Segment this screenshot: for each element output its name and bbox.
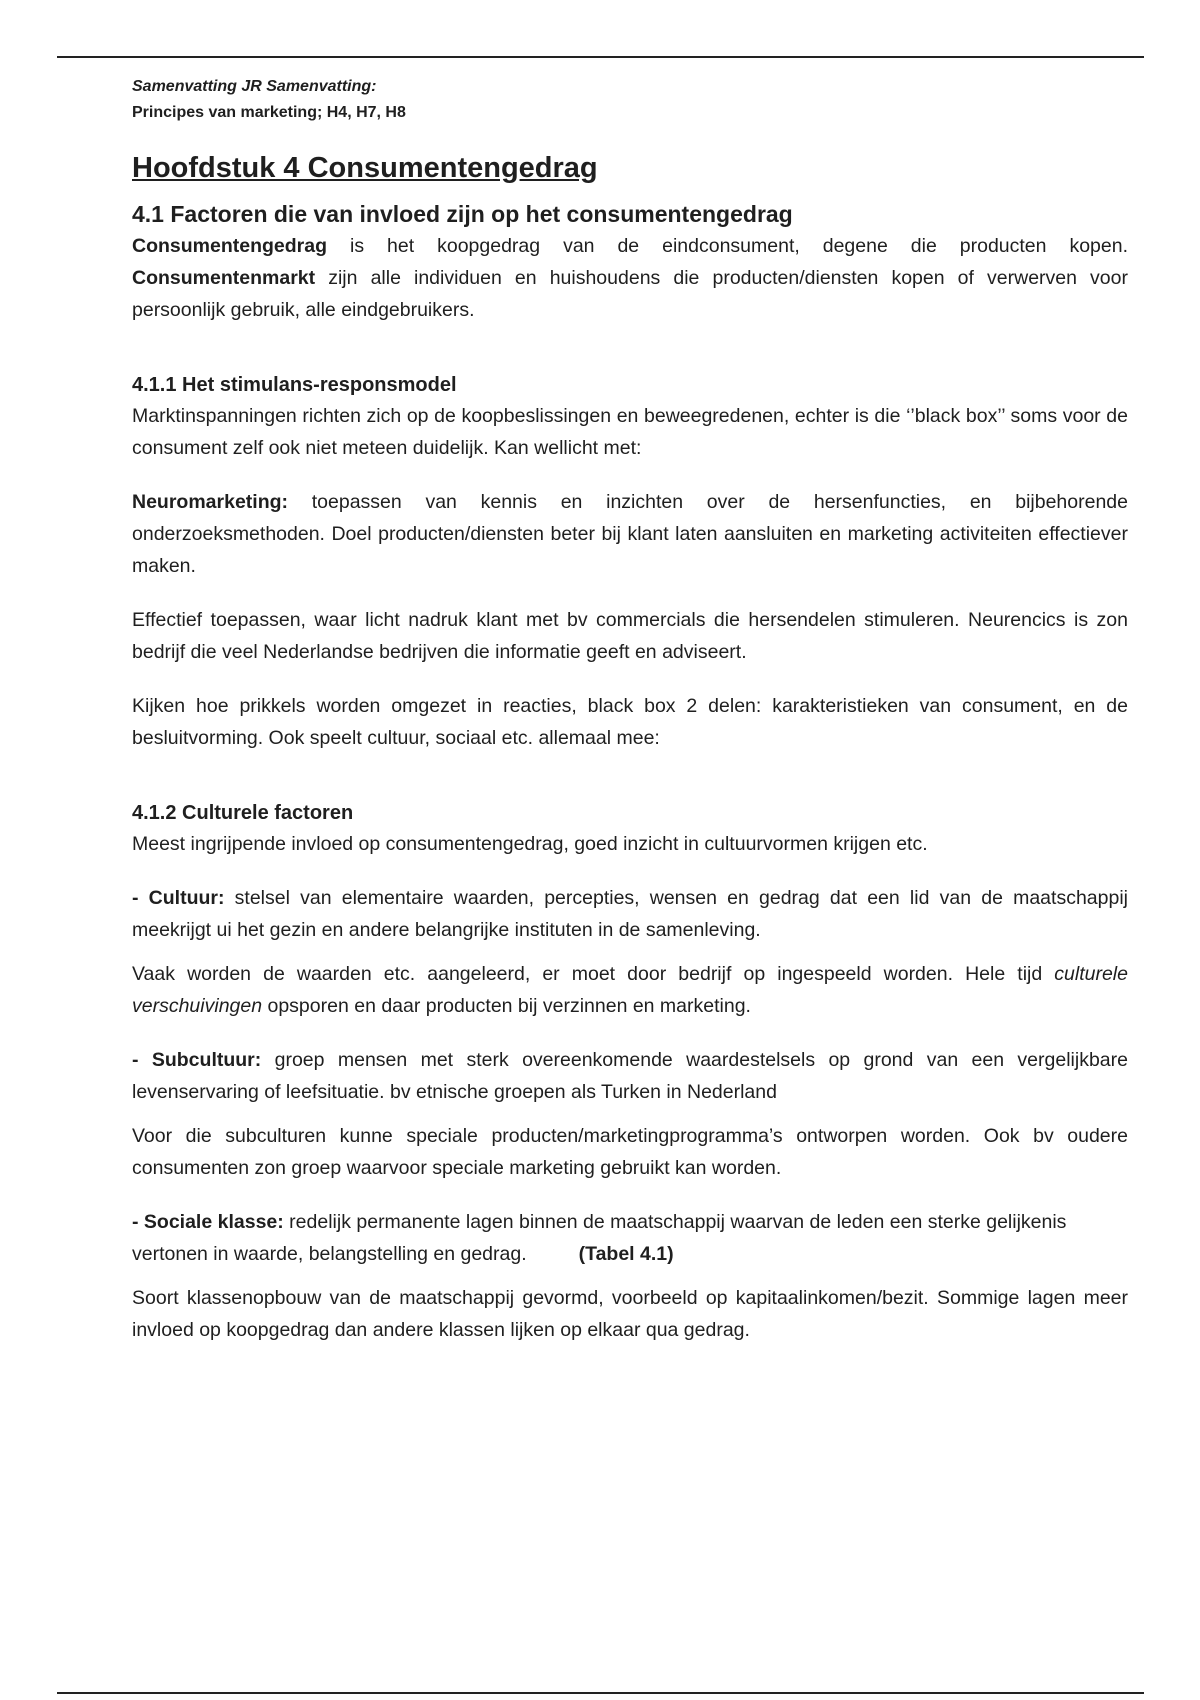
prikkels-paragraph: Kijken hoe prikkels worden omgezet in reacties, black box 2 delen: karakteristieken van consument, en de besluitvorming. Ook speelt cultuur, sociaal etc. allemaal mee: (132, 695, 1128, 749)
sociale-klasse-paragraph-2: Soort klassenopbouw van de maatschappij gevormd, voorbeeld op kapitaalinkomen/bezit. Sommige lagen meer invloed op koopgedrag dan andere klassen lijken op elkaar qua gedrag. (132, 1287, 1128, 1341)
effectief-paragraph: Effectief toepassen, waar licht nadruk klant met bv commercials die hersendelen stimuleren. Neurencics is zon bedrijf die veel Nederlandse bedrijven die informatie geeft en adviseert. (132, 609, 1128, 663)
section-4-1-title: 4.1 Factoren die van invloed zijn op het consumentengedrag (132, 201, 793, 227)
tabel-reference: (Tabel 4.1) (578, 1243, 674, 1265)
culturele-intro: Meest ingrijpende invloed op consumentengedrag, goed inzicht in cultuurvormen krijgen etc. (132, 833, 928, 855)
cultuur-paragraph: - Cultuur: stelsel van elementaire waarden, percepties, wensen en gedrag dat een lid van de maatschappij meekrijgt ui het gezin en andere belangrijke instituten in de samenleving. (132, 887, 1128, 941)
top-rule (57, 56, 1144, 58)
section-4-1-paragraph: Consumentengedrag is het koopgedrag van de eindconsument, degene die producten kopen. Consumentenmarkt zijn alle individuen en huishoudens die producten/diensten kopen of verwerven voor persoonlijk gebruik, alle eindgebruikers. (132, 235, 1128, 321)
sociale-klasse-paragraph: - Sociale klasse: redelijk permanente lagen binnen de maatschappij waarvan de leden een sterke gelijkenis vertonen in waarde, belangstelling en gedrag. (Tabel 4.1) (132, 1206, 1128, 1270)
section-4-1-1-title: 4.1.1 Het stimulans-responsmodel (132, 374, 457, 396)
term-consumentengedrag: Consumentengedrag (132, 235, 328, 257)
subcultuur-paragraph: - Subcultuur: groep mensen met sterk overeenkomende waardestelsels op grond van een vergelijkbare levenservaring of leefsituatie. bv etnische groepen als Turken in Nederland (132, 1049, 1128, 1103)
bottom-rule (57, 1692, 1144, 1694)
term-subcultuur: - Subcultuur: (132, 1049, 262, 1071)
term-consumentenmarkt: Consumentenmarkt (132, 267, 316, 289)
term-neuromarketing: Neuromarketing: (132, 491, 289, 513)
term-sociale-klasse: - Sociale klasse: (132, 1211, 284, 1233)
neuromarketing-paragraph: Neuromarketing: toepassen van kennis en inzichten over de hersenfuncties, en bijbehorende onderzoeksmethoden. Doel producten/diensten beter bij klant laten aansluiten en marketing activiteiten effectiever maken. (132, 491, 1128, 577)
culturele-verschuivingen: culturele verschuivingen (132, 963, 1128, 1017)
header-line-1: Samenvatting JR Samenvatting: (132, 78, 377, 95)
document-page (132, 74, 1128, 1346)
section-4-1-2-title: 4.1.2 Culturele factoren (132, 802, 354, 824)
chapter-title: Hoofdstuk 4 Consumentengedrag (132, 152, 598, 184)
subcultuur-paragraph-2: Voor die subculturen kunne speciale producten/marketingprogramma’s ontworpen worden. Ook bv oudere consumenten zon groep waarvoor speciale marketing gebruikt kan worden. (132, 1125, 1128, 1179)
header-line-2: Principes van marketing; H4, H7, H8 (132, 104, 406, 121)
cultuur-paragraph-2: Vaak worden de waarden etc. aangeleerd, er moet door bedrijf op ingespeeld worden. Hele tijd culturele verschuivingen opsporen en daar producten bij verzinnen en marketing. (132, 963, 1128, 1017)
stimulus-paragraph: Marktinspanningen richten zich op de koopbeslissingen en beweegredenen, echter is die ‘’black box’’ soms voor de consument zelf ook niet meteen duidelijk. Kan wellicht met: (132, 405, 1128, 459)
term-cultuur: - Cultuur: (132, 887, 225, 909)
